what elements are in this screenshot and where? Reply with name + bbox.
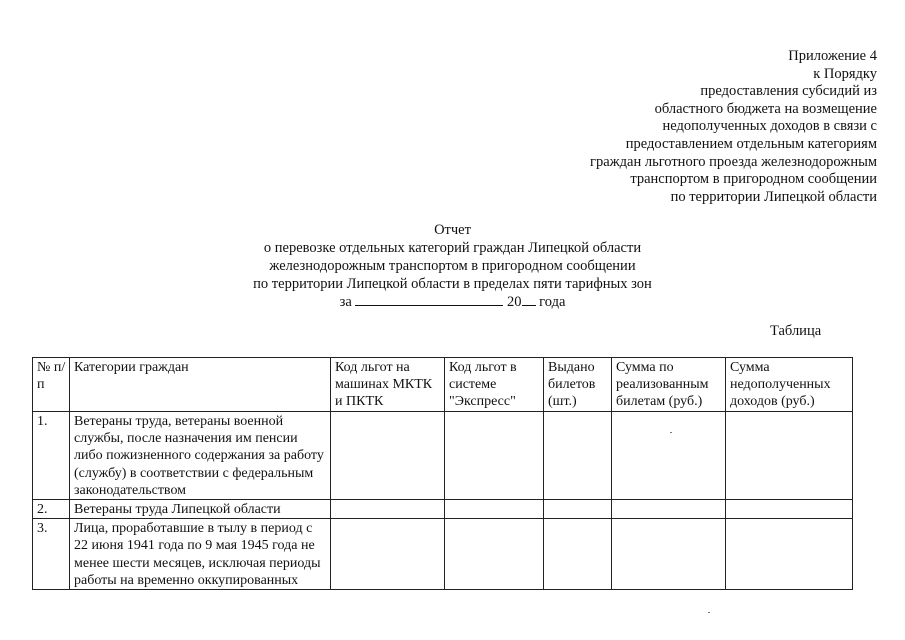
appendix-line: областного бюджета на возмещение xyxy=(654,100,877,117)
row-category: Лица, проработавшие в тылу в период с 22 июня 1941 года по 9 мая 1945 года не менее шести месяцев, исключая периоды работы на временно оккупированных xyxy=(70,519,331,590)
table-header-row xyxy=(33,358,853,412)
period-year-prefix: 20 xyxy=(507,294,522,310)
appendix-line: к Порядку xyxy=(813,65,877,82)
report-period-line xyxy=(0,293,905,311)
appendix-line: недополученных доходов в связи с xyxy=(662,118,877,135)
header-code-express: Код льгот в системе "Экспресс" xyxy=(445,358,544,412)
row-code-express xyxy=(445,500,544,519)
row-code-mktk xyxy=(331,500,445,519)
row-tickets xyxy=(544,500,612,519)
row-code-express xyxy=(445,412,544,500)
header-code-mktk: Код льгот на машинах МКТК и ПКТК xyxy=(331,358,445,412)
header-number: № п/п xyxy=(33,358,70,412)
row-number: 1. xyxy=(33,412,70,500)
table-row xyxy=(33,500,853,519)
row-category: Ветераны труда Липецкой области xyxy=(70,500,331,519)
header-sum-lost: Сумма недополученных доходов (руб.) xyxy=(726,358,853,412)
row-sum-lost xyxy=(726,412,853,500)
report-title-line: по территории Липецкой области в пределах пяти тарифных зон xyxy=(253,276,652,292)
header-sum-sold: Сумма по реализованным билетам (руб.) xyxy=(612,358,726,412)
table-row xyxy=(33,412,853,500)
table-row xyxy=(33,519,853,590)
row-code-mktk xyxy=(331,519,445,590)
scan-speck xyxy=(670,432,672,433)
period-prefix: за xyxy=(339,294,352,310)
appendix-line: предоставления субсидий из xyxy=(700,83,877,100)
report-title-line: о перевозке отдельных категорий граждан Липецкой области xyxy=(263,240,642,256)
row-tickets xyxy=(544,519,612,590)
row-sum-lost xyxy=(726,519,853,590)
row-category: Ветераны труда, ветераны военной службы, после назначения им пенсии либо пожизненного содержания за работу (службу) в соответствии с федеральным законодательством xyxy=(70,412,331,500)
row-number: 3. xyxy=(33,519,70,590)
header-category: Категории граждан xyxy=(70,358,331,412)
row-code-express xyxy=(445,519,544,590)
row-number: 2. xyxy=(33,500,70,519)
appendix-line: граждан льготного проезда железнодорожным xyxy=(590,153,877,170)
report-title: Отчет xyxy=(434,222,471,238)
period-year-blank xyxy=(522,293,536,306)
row-sum-sold xyxy=(612,412,726,500)
period-suffix: года xyxy=(539,294,566,310)
report-table xyxy=(32,357,853,590)
row-sum-lost xyxy=(726,500,853,519)
row-sum-sold xyxy=(612,500,726,519)
appendix-line: транспортом в пригородном сообщении xyxy=(630,171,877,188)
appendix-line: предоставлением отдельным категориям xyxy=(625,135,877,152)
appendix-header xyxy=(517,48,877,206)
report-title-line: железнодорожным транспортом в пригородном сообщении xyxy=(269,258,636,274)
row-sum-sold xyxy=(612,519,726,590)
row-code-mktk xyxy=(331,412,445,500)
header-tickets: Выдано билетов (шт.) xyxy=(544,358,612,412)
scan-speck xyxy=(708,612,710,613)
report-title-block xyxy=(0,221,905,311)
appendix-line: по территории Липецкой области xyxy=(670,188,877,205)
appendix-line: Приложение 4 xyxy=(788,48,877,64)
period-blank xyxy=(355,293,503,306)
table-label: Таблица xyxy=(770,323,822,339)
row-tickets xyxy=(544,412,612,500)
